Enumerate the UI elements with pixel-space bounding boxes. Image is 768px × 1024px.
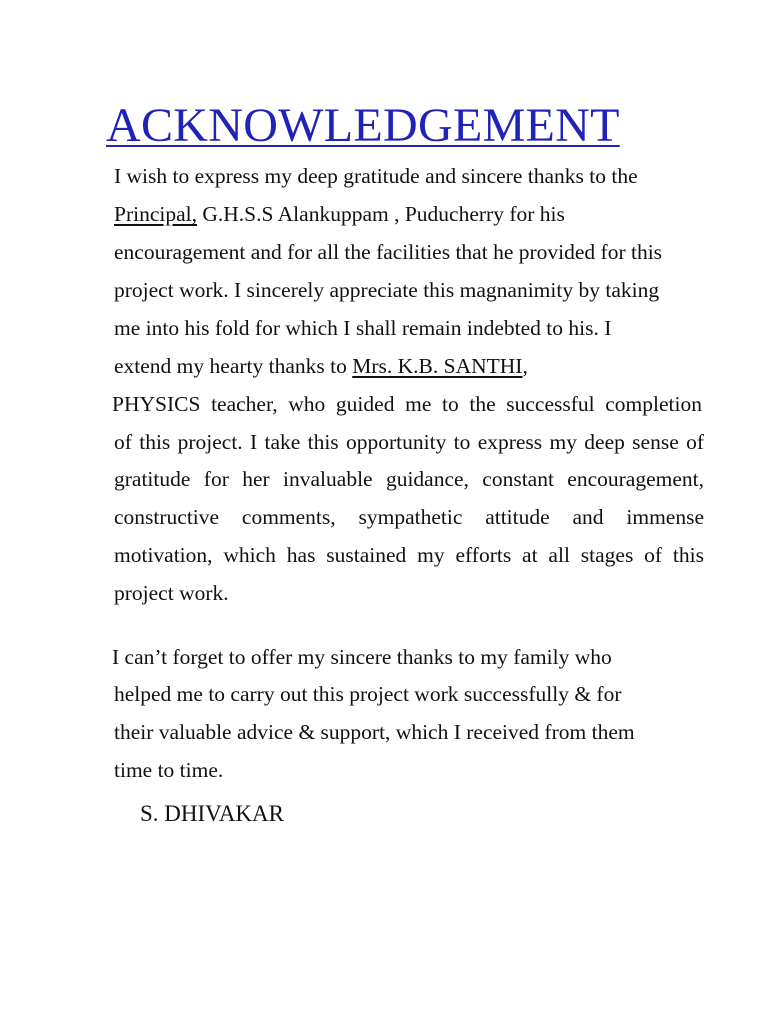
- school-text: G.H.S.S Alankuppam , Puducherry for his: [197, 202, 565, 226]
- paragraph-2-line-1: PHYSICS teacher, who guided me to the successful completion: [112, 392, 702, 416]
- paragraph-2-line-4: constructive comments, sympathetic attitude and immense: [114, 505, 704, 529]
- paragraph-1-line-4: project work. I sincerely appreciate this magnanimity by taking: [114, 278, 660, 302]
- paragraph-3-line-2: helped me to carry out this project work successfully & for: [114, 682, 622, 706]
- paragraph-1-line-1: I wish to express my deep gratitude and sincere thanks to the: [114, 164, 638, 188]
- paragraph-2-line-6: project work.: [114, 581, 229, 605]
- paragraph-1-line-3: encouragement and for all the facilities that he provided for this: [114, 240, 663, 264]
- teacher-name: Mrs. K.B. SANTHI: [352, 354, 523, 378]
- paragraph-1-line-2: [114, 201, 565, 227]
- signature-name: S. DHIVAKAR: [140, 801, 284, 826]
- paragraph-2-line-3: gratitude for her invaluable guidance, constant encouragement,: [114, 467, 704, 491]
- paragraph-1-line-6: [114, 353, 528, 379]
- principal-text: Principal,: [114, 202, 197, 226]
- paragraph-3-line-1: I can’t forget to offer my sincere thanks to my family who: [112, 645, 612, 669]
- thanks-text: extend my hearty thanks to: [114, 354, 353, 378]
- paragraph-3-line-3: their valuable advice & support, which I received from them: [114, 720, 635, 744]
- paragraph-2-line-5: motivation, which has sustained my efforts at all stages of this: [114, 543, 704, 567]
- comma-text: ,: [522, 354, 528, 378]
- paragraph-2-line-2: of this project. I take this opportunity to express my deep sense of: [114, 430, 704, 454]
- paragraph-1-line-5: me into his fold for which I shall remain indebted to his. I: [114, 316, 612, 340]
- page-title: ACKNOWLEDGEMENT: [106, 99, 620, 152]
- paragraph-3-line-4: time to time.: [114, 758, 224, 782]
